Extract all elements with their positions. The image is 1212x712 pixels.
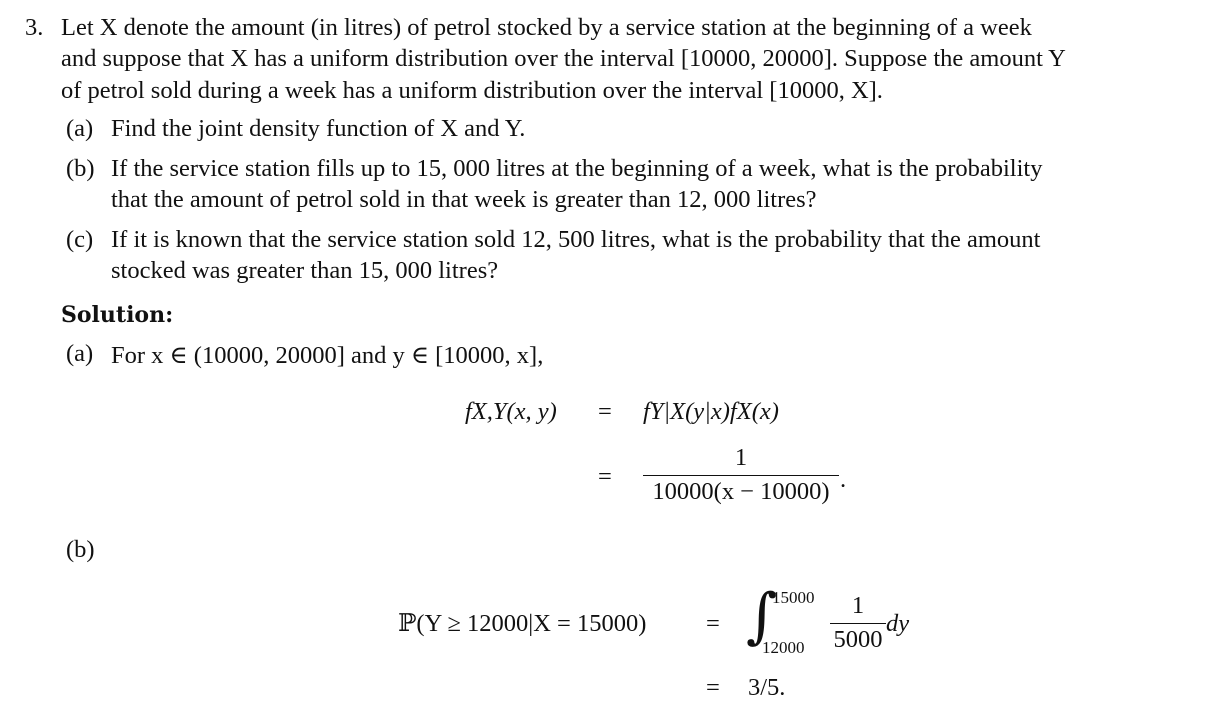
part-b-text-1: If the service station fills up to 15, 000 litres at the beginning of a week, what is the probability [111, 155, 1043, 182]
part-b-label: (b) [66, 155, 95, 182]
problem-line-1: Let X denote the amount (in litres) of petrol stocked by a service station at the beginning of a week [61, 14, 1032, 41]
integrand-denominator: 5000 [833, 626, 883, 654]
equals-sign-a2: = [598, 463, 612, 490]
conditional-density-rhs: fY|X(y|x)fX(x) [643, 398, 779, 425]
solution-a-intro: For x ∈ (10000, 20000] and y ∈ [10000, x], [111, 342, 544, 369]
integrand-fraction [830, 592, 886, 654]
probability-result: 3/5. [748, 674, 786, 701]
integrand-fraction-bar [830, 623, 886, 624]
part-b-text-2: that the amount of petrol sold in that week is greater than 12, 000 litres? [111, 186, 817, 213]
integral-lower-limit: 12000 [762, 638, 805, 657]
joint-density-lhs: fX,Y(x, y) [465, 398, 557, 425]
fraction-numerator: 1 [734, 444, 748, 471]
integral-upper-limit: 15000 [772, 588, 815, 607]
solution-a-label: (a) [66, 340, 94, 367]
part-c-label: (c) [66, 226, 94, 253]
fraction-denominator: 10000(x − 10000) [652, 478, 830, 506]
integrand-numerator: 1 [851, 592, 865, 619]
part-a-text: Find the joint density function of X and Y. [111, 115, 526, 142]
differential-dy: dy [886, 610, 910, 637]
equals-sign-b2: = [706, 674, 720, 701]
solution-b-label: (b) [66, 536, 95, 563]
equation-period: . [840, 466, 847, 493]
problem-line-2: and suppose that X has a uniform distribution over the interval [10000, 20000]. Suppose the amount Y [61, 45, 1066, 72]
solution-heading: Solution: [61, 302, 174, 328]
joint-density-fraction [643, 444, 839, 506]
equals-sign-b1: = [706, 610, 720, 637]
integral-sign: ∫ [746, 581, 778, 651]
fraction-bar [643, 475, 839, 476]
problem-line-3: of petrol sold during a week has a uniform distribution over the interval [10000, X]. [61, 77, 883, 104]
part-c-text-2: stocked was greater than 15, 000 litres? [111, 257, 499, 284]
equals-sign-a1: = [598, 398, 612, 425]
part-a-label: (a) [66, 115, 94, 142]
part-c-text-1: If it is known that the service station sold 12, 500 litres, what is the probability that the amount [111, 226, 1041, 253]
probability-lhs: ℙ(Y ≥ 12000|X = 15000) [398, 610, 647, 637]
problem-number: 3. [25, 14, 44, 41]
